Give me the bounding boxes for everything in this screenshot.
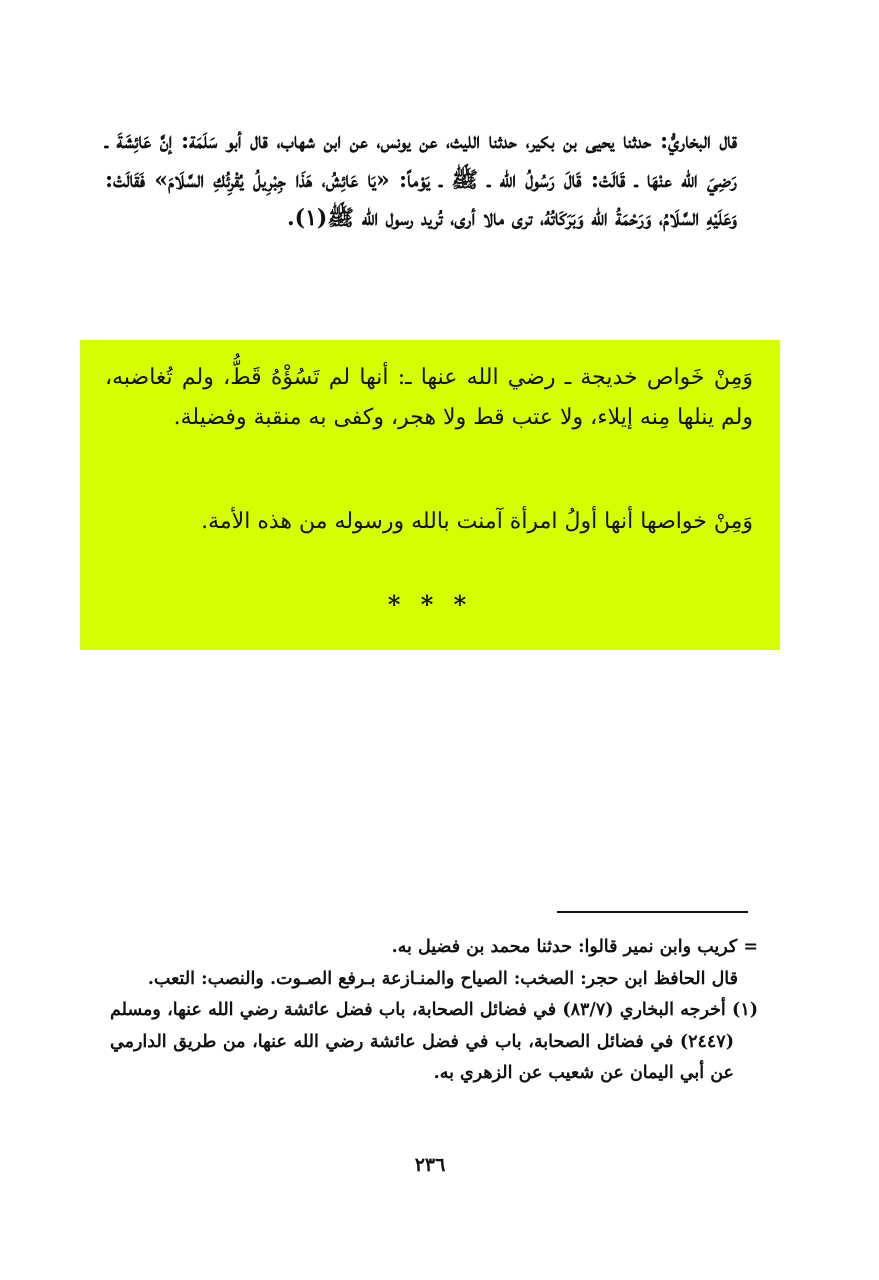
section-separator-stars: * * * [387,590,473,619]
highlighted-block [80,340,780,650]
highlight-paragraph-1: وَمِنْ خَواص خديجة ـ رضي الله عنها ـ: أنها لم تَسُؤْهُ قَطُّ، ولم تُغاضبه، ولم ينلها مِنه إيلاء، ولا عتب قط ولا هجر، وكفى به منقبة وفضيلة. [105,365,753,430]
highlight-paragraph-2: وَمِنْ خواصها أنها أولُ امرأة آمنت بالله ورسوله من هذه الأمة. [201,509,753,534]
footnotes-section [110,932,758,1090]
footnote-1: (١) أخرجه البخاري (٨٣/٧) في فضائل الصحابة، باب فضل عائشة رضي الله عنها، ومسلم (٢٤٤٧) في فضائل الصحابة، باب في فضل عائشة رضي الله عنها، من طريق الدارمي عن أبي اليمان عن شعيب عن الزهري به. [110,1000,758,1083]
footnote-divider [557,911,748,913]
footnote-continuation: = كريب وابن نمير قالوا: حدثنا محمد بن فضيل به. [391,937,758,957]
hadith-paragraph: قال البخاريُّ: حدثنا يحيى بن بكير، حدثنا الليث، عن يونس، عن ابن شهاب، قال أبو سَلَمَة: إنَّ عَائِشَةَ ـ رَضِيَ الله عنْهَا ـ قَالَتْ: قَالَ رَسُولُ الله ـ ﷺ ـ يَوْماً: «يَا عَائِشُ، هَذَا جِبْرِيلُ يُقْرِئُكِ السَّلَامَ» فَقَالَتْ: وَعَلَيْهِ السَّلَامُ، وَرَحْمَةُ الله وَبَرَكَاتُهُ، ترى مالا أرى، تُريد رسول الله ﷺ(١). [105,128,737,231]
footnote-hafiz-note: قال الحافظ ابن حجر: الصخب: الصياح والمنـازعة بـرفع الصـوت. والنصب: التعب. [147,968,738,989]
page-number: ٢٣٦ [414,1154,446,1176]
